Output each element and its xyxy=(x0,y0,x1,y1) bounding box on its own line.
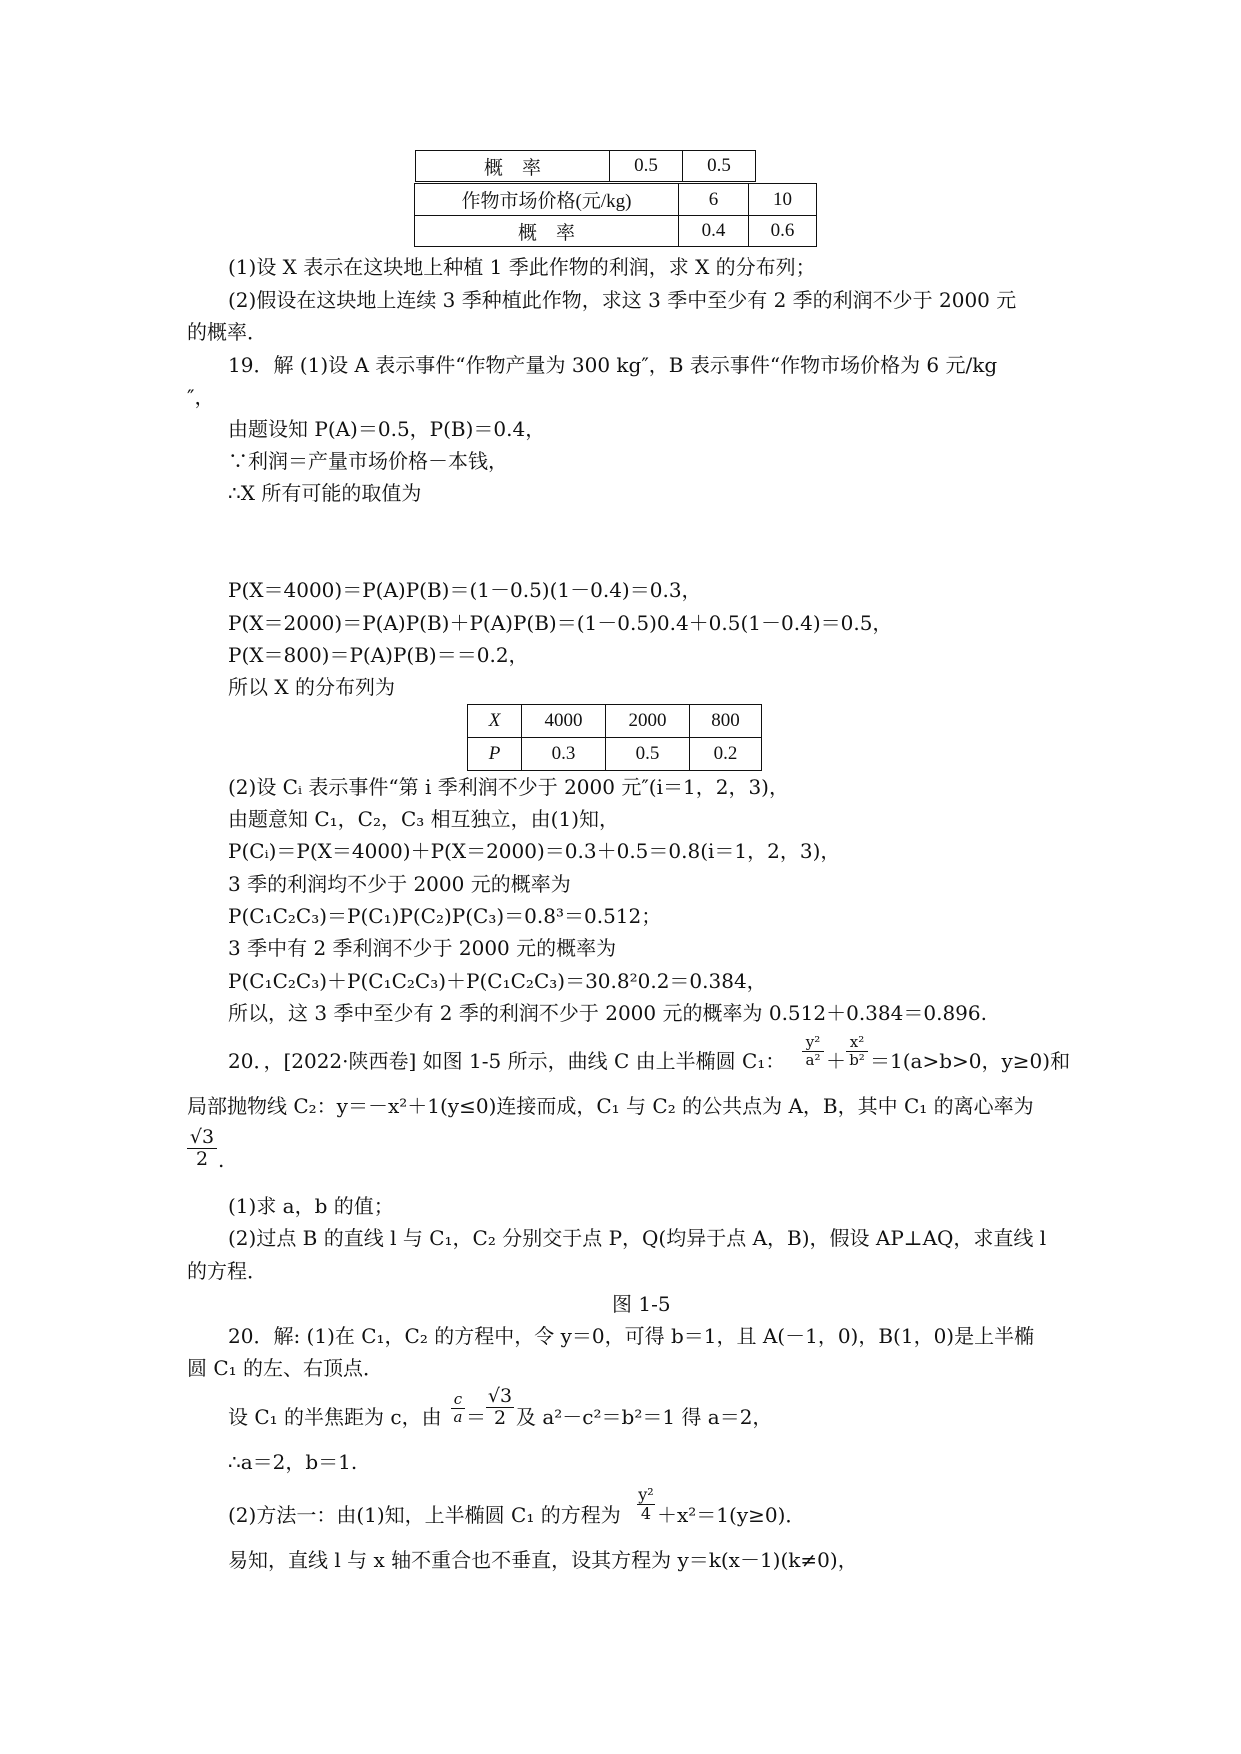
question-20-part-2: (2)过点 B 的直线 l 与 C₁，C₂ 分别交于点 P，Q(均异于点 A，B)，假设 AP⊥AQ，求直线 l xyxy=(228,1226,1047,1250)
table-cell: 6 xyxy=(679,184,749,216)
fraction-y2-a2: y² a² xyxy=(802,1035,824,1068)
probability-line: P(X＝2000)＝P(A)P(B)＋P(A)P(B)＝(1－0.5)0.4＋0.5(1－0.4)＝0.5， xyxy=(228,611,893,635)
table-cell-label: 概 率 xyxy=(415,216,679,247)
fraction-c-a: c a xyxy=(451,1392,465,1425)
solution-20-line: 设 C₁ 的半焦距为 c，由 xyxy=(228,1405,442,1429)
solution-line: ∴X 所有可能的取值为 xyxy=(228,481,422,505)
question-20: 20．，[2022·陕西卷] 如图 1-5 所示，曲线 C 由上半椭圆 C₁： xyxy=(228,1049,786,1073)
distribution-table xyxy=(467,704,762,771)
solution-20: 20．解: (1)在 C₁，C₂ 的方程中，令 y＝0，可得 b＝1，且 A(－1，0)，B(1，0)是上半椭 xyxy=(228,1324,1035,1348)
table-cell: 0.5 xyxy=(610,151,683,182)
solution-line: ∵利润＝产量市场价格－本钱， xyxy=(228,449,508,473)
plus-sign: ＋ xyxy=(826,1049,846,1073)
fraction-sqrt3-2: √3 2 xyxy=(187,1128,217,1169)
fraction-y2-4: y² 4 xyxy=(638,1485,654,1523)
table-cell-label: 概 率 xyxy=(416,151,610,182)
solution-19-intro-cont: ″， xyxy=(187,385,215,409)
solution-line: 所以 X 的分布列为 xyxy=(228,675,395,699)
table-cell: 800 xyxy=(690,705,762,738)
question-20-part-1: (1)求 a，b 的值； xyxy=(228,1194,394,1218)
table-header-p: P xyxy=(468,738,522,771)
table-cell-label: 作物市场价格(元/kg) xyxy=(415,184,679,216)
fraction-x2-b2: x² b² xyxy=(846,1035,868,1068)
solution-20-line: 及 a²－c²＝b²＝1 得 a＝2， xyxy=(516,1405,773,1429)
solution-line: 由题设知 P(A)＝0.5，P(B)＝0.4， xyxy=(228,417,546,441)
solution-line: (2)设 Cᵢ 表示事件“第 i 季利润不少于 2000 元″(i＝1，2，3)， xyxy=(228,775,789,799)
table-cell: 0.3 xyxy=(522,738,606,771)
solution-19-intro: 19．解 (1)设 A 表示事件“作物产量为 300 kg″，B 表示事件“作物市场价格为 6 元/kg xyxy=(228,353,998,377)
question-part-2-cont: 的概率． xyxy=(187,320,267,344)
probability-line: P(X＝4000)＝P(A)P(B)＝(1－0.5)(1－0.4)＝0.3， xyxy=(228,578,702,602)
solution-20-method: (2)方法一：由(1)知，上半椭圆 C₁ 的方程为 xyxy=(228,1503,621,1527)
table-cell: 4000 xyxy=(522,705,606,738)
figure-caption: 图 1-5 xyxy=(612,1292,671,1316)
table-cell: 2000 xyxy=(606,705,690,738)
question-20-cont: ＝1(a>b>0，y≥0)和 xyxy=(870,1049,1071,1073)
question-part-2: (2)假设在这块地上连续 3 季种植此作物，求这 3 季中至少有 2 季的利润不少于 2000 元 xyxy=(228,288,1017,312)
solution-line: 3 季中有 2 季利润不少于 2000 元的概率为 xyxy=(228,936,617,960)
equals-sign: ＝ xyxy=(466,1405,486,1429)
solution-line: 3 季的利润均不少于 2000 元的概率为 xyxy=(228,872,571,896)
solution-line: P(Cᵢ)＝P(X＝4000)＋P(X＝2000)＝0.3＋0.5＝0.8(i＝1，2，3)， xyxy=(228,839,841,863)
table-header-x: X xyxy=(468,705,522,738)
table-cell: 0.5 xyxy=(606,738,690,771)
table-cell: 0.6 xyxy=(749,216,817,247)
table-cell: 0.2 xyxy=(690,738,762,771)
fraction-sqrt3-2: √3 2 xyxy=(487,1385,513,1429)
solution-line: 所以，这 3 季中至少有 2 季的利润不少于 2000 元的概率为 0.512＋0.384＝0.896. xyxy=(228,1001,987,1025)
solution-line: 由题意知 C₁，C₂，C₃ 相互独立，由(1)知， xyxy=(228,807,620,831)
table-cell: 0.5 xyxy=(683,151,756,182)
solution-20-method-cont: ＋x²＝1(y≥0)． xyxy=(657,1503,806,1527)
price-probability-table xyxy=(414,183,817,247)
table-cell: 0.4 xyxy=(679,216,749,247)
solution-line: P(C₁C₂C₃)＝P(C₁)P(C₂)P(C₃)＝0.8³＝0.512； xyxy=(228,904,662,928)
yield-probability-table xyxy=(415,150,756,182)
solution-line: P(C₁C₂C₃)＋P(C₁C₂C₃)＋P(C₁C₂C₃)＝30.8²0.2＝0.384， xyxy=(228,969,767,993)
solution-20-line: ∴a＝2，b＝1. xyxy=(228,1450,358,1474)
question-part-1: (1)设 X 表示在这块地上种植 1 季此作物的利润，求 X 的分布列； xyxy=(228,255,816,279)
solution-20-cont: 圆 C₁ 的左、右顶点． xyxy=(187,1356,384,1380)
question-20-period: . xyxy=(218,1148,225,1172)
question-20-part-2-cont: 的方程． xyxy=(187,1259,267,1283)
probability-line: P(X＝800)＝P(A)P(B)＝＝0.2， xyxy=(228,643,529,667)
solution-20-line: 易知，直线 l 与 x 轴不重合也不垂直，设其方程为 y＝k(x－1)(k≠0)， xyxy=(228,1548,858,1572)
table-cell: 10 xyxy=(749,184,817,216)
question-20-line: 局部抛物线 C₂：y＝－x²＋1(y≤0)连接而成，C₁ 与 C₂ 的公共点为 A，B，其中 C₁ 的离心率为 xyxy=(187,1094,1034,1118)
